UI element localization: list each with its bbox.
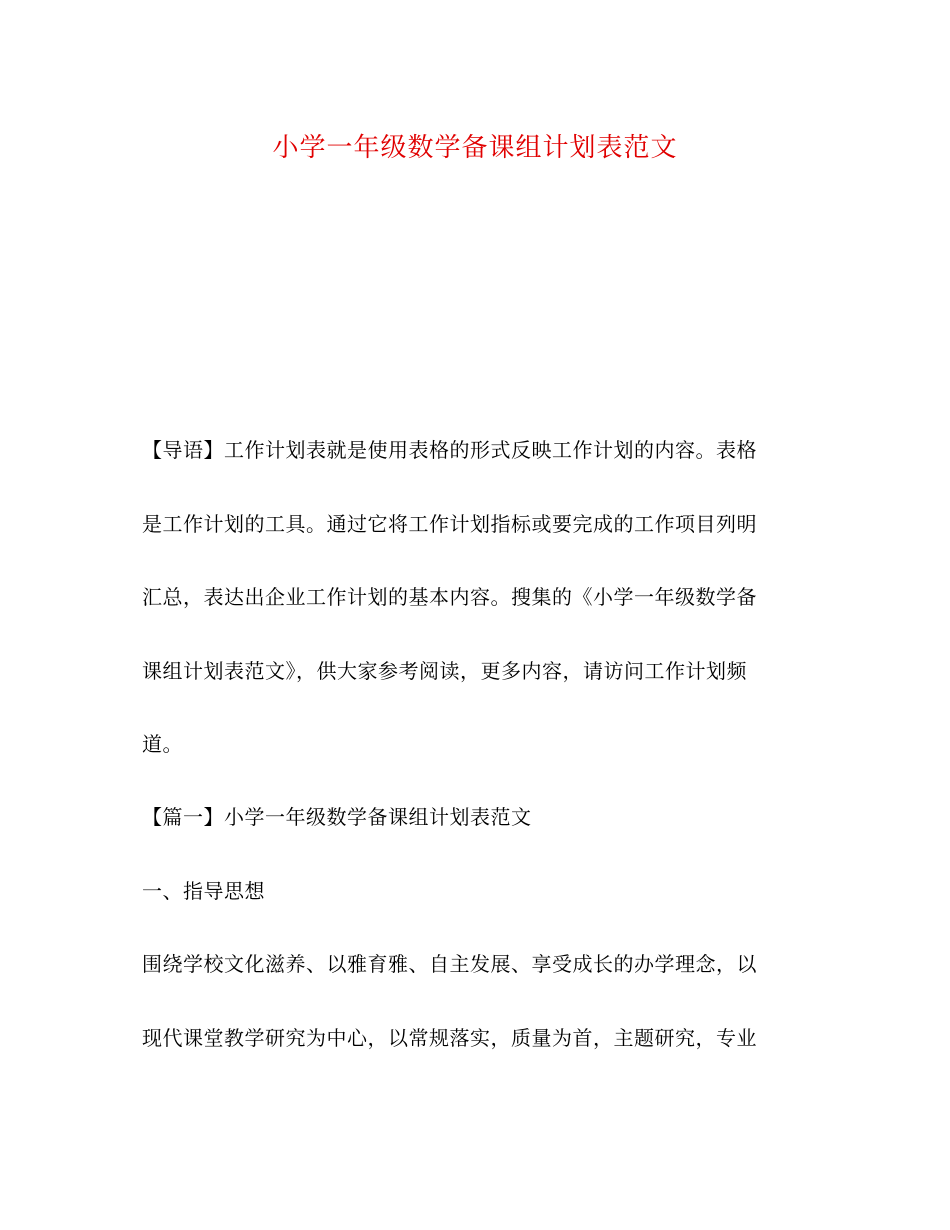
intro-line: 是工作计划的工具。通过它将工作计划指标或要完成的工作项目列明 bbox=[142, 511, 757, 536]
intro-paragraph bbox=[142, 414, 812, 782]
intro-line: 【导语】工作计划表就是使用表格的形式反映工作计划的内容。表格 bbox=[142, 438, 757, 462]
document-title: 小学一年级数学备课组计划表范文 bbox=[272, 133, 678, 163]
intro-line: 课组计划表范文》，供大家参考阅读，更多内容，请访问工作计划频 bbox=[142, 658, 747, 683]
body-line: 围绕学校文化滋养、以雅育雅、自主发展、享受成长的办学理念，以 bbox=[142, 952, 757, 976]
body-line: 现代课堂教学研究为中心，以常规落实，质量为首，主题研究，专业 bbox=[142, 1025, 757, 1050]
intro-line: 汇总，表达出企业工作计划的基本内容。搜集的《小学一年级数学备 bbox=[142, 585, 757, 609]
intro-line: 道。 bbox=[142, 732, 183, 756]
section-heading: 【篇一】小学一年级数学备课组计划表范文 bbox=[142, 805, 532, 829]
section-content bbox=[142, 781, 812, 1075]
subheading: 一、指导思想 bbox=[142, 878, 265, 903]
